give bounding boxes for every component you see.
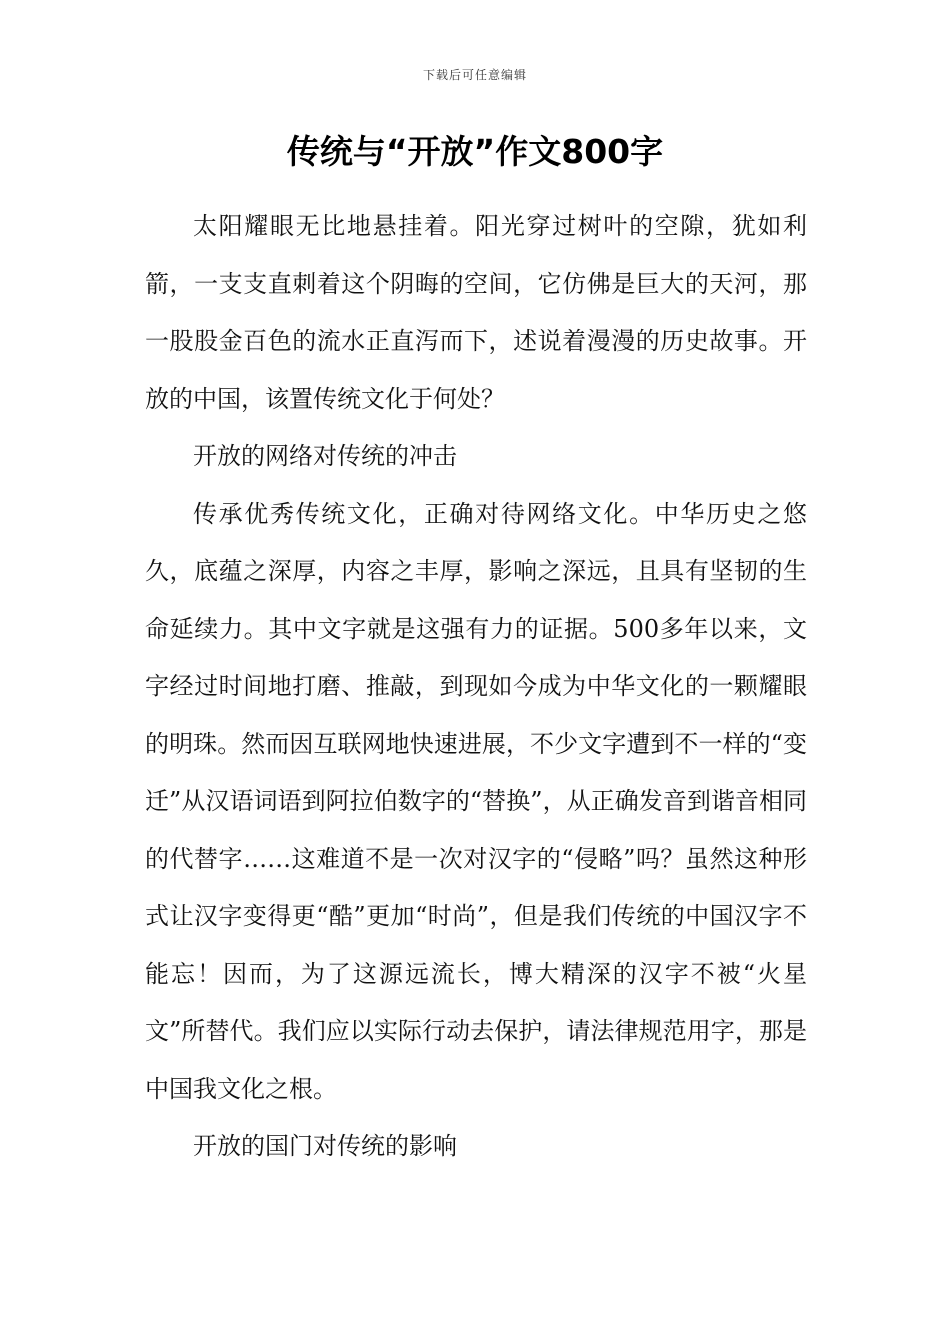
section-heading-network: 开放的网络对传统的冲击 [193, 442, 457, 470]
section-heading-open-door: 开放的国门对传统的影响 [193, 1132, 457, 1160]
paragraph-network: 传承优秀传统文化，正确对待网络文化。中华历史之悠久，底蕴之深厚，内容之丰厚，影响之深远，且具有坚韧的生命延续力。其中文字就是这强有力的证据。500多年以来，文字经过时间地打磨、推敲，到现如今成为中华文化的一颗耀眼的明珠。然而因互联网地快速进展，不少文字遭到不一样的“变迁”从汉语词语到阿拉伯数字的“替换”，从正确发音到谐音相同的代替字……这难道不是一次对汉字的“侵略”吗？虽然这种形式让汉字变得更“酷”更加“时尚”，但是我们传统的中国汉字不能忘！因而，为了这源远流长，博大精深的汉字不被“火星文”所替代。我们应以实际行动去保护，请法律规范用字，那是中国我文化之根。 [145, 499, 807, 1103]
paragraph-intro: 太阳耀眼无比地悬挂着。阳光穿过树叶的空隙，犹如利箭，一支支直刺着这个阴晦的空间，它仿佛是巨大的天河，那一股股金百色的流水正直泻而下，述说着漫漫的历史故事。开放的中国，该置传统文化于何处？ [145, 212, 807, 413]
header-note: 下载后可任意编辑 [422, 68, 527, 82]
page-title: 传统与“开放”作文800字 [286, 132, 664, 171]
document-body [145, 198, 807, 1176]
